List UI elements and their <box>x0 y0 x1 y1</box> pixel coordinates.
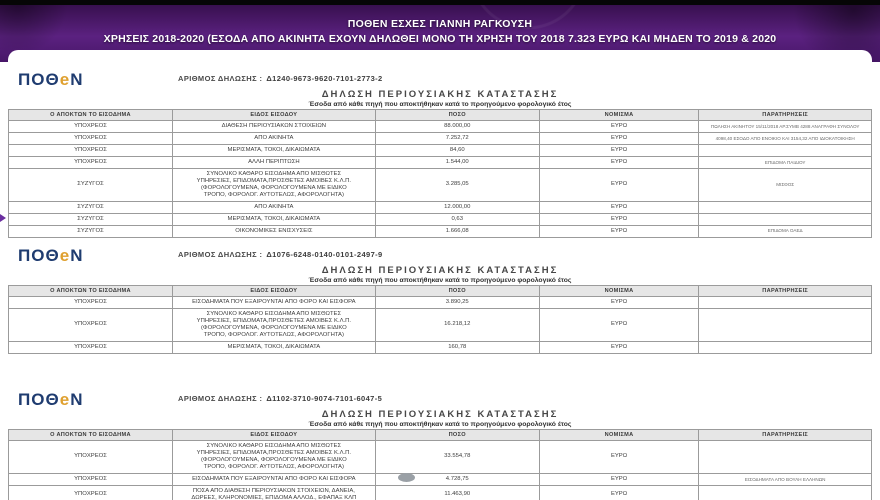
table-row <box>9 473 872 485</box>
column-header: ΠΟΣΟ <box>375 286 539 297</box>
table-cell: 7.252,72 <box>375 132 539 144</box>
table-cell: ΑΠΟ ΑΚΙΝΗΤΑ <box>172 132 375 144</box>
scroll-indicator-dot <box>398 473 415 482</box>
table-row <box>9 201 872 213</box>
table-cell: ΥΠΟΧΡΕΟΣ <box>9 156 173 168</box>
declaration-title: ΔΗΛΩΣΗ ΠΕΡΙΟΥΣΙΑΚΗΣ ΚΑΤΑΣΤΑΣΗΣ <box>321 265 559 276</box>
column-header: ΠΑΡΑΤΗΡΗΣΕΙΣ <box>699 286 872 297</box>
pothen-logo <box>18 246 83 266</box>
table-cell: 0,63 <box>375 213 539 225</box>
table-cell: ΜΕΡΙΣΜΑΤΑ, ΤΟΚΟΙ, ΔΙΚΑΙΩΜΑΤΑ <box>172 213 375 225</box>
table-cell: ΑΠΟ ΑΚΙΝΗΤΑ <box>172 201 375 213</box>
table-row <box>9 441 872 474</box>
column-header: ΝΟΜΙΣΜΑ <box>539 110 699 121</box>
table-cell <box>699 201 872 213</box>
table-cell: ΜΕΡΙΣΜΑΤΑ, ΤΟΚΟΙ, ΔΙΚΑΙΩΜΑΤΑ <box>172 341 375 353</box>
declaration-number-value: Δ1076-6248-0140-0101-2497-9 <box>266 250 383 259</box>
table-cell: ΠΟΣΑ ΑΠΟ ΔΙΑΘΕΣΗ ΠΕΡΙΟΥΣΙΑΚΩΝ ΣΤΟΙΧΕΙΩΝ, ΔΑΝΕΙΑ, ΔΩΡΕΕΣ, ΚΛΗΡΟΝΟΜΙΕΣ, ΕΠΙΔΟΜΑ ΑΛΛΟΔ., ΕΦΑΠΑΞ ΚΛΠ <box>172 485 375 500</box>
table-cell: ΕΙΣΟΔΗΜΑΤΑ ΠΟΥ ΕΞΑΙΡΟΥΝΤΑΙ ΑΠΟ ΦΟΡΟ ΚΑΙ ΕΙΣΦΟΡΑ <box>172 473 375 485</box>
logo-text-gold: e <box>59 70 71 89</box>
header-row <box>9 286 872 297</box>
table-cell: ΥΠΟΧΡΕΟΣ <box>9 132 173 144</box>
table-row <box>9 121 872 133</box>
table-cell: 4098,40 ΕΣΟΔΟ ΑΠΟ ΕΝΟΙΚΙΟ ΚΑΙ 3154,32 ΑΠΟ ΙΔΙΟΚΑΤΟΙΚΗΣΗ <box>699 132 872 144</box>
table-cell <box>699 441 872 474</box>
declaration-subtitle: Έσοδα από κάθε πηγή που αποκτήθηκαν κατά το προηγούμενο φορολογικό έτος <box>308 101 572 108</box>
table-cell: 16.218,12 <box>375 308 539 341</box>
income-table <box>8 285 872 354</box>
table-row <box>9 144 872 156</box>
column-header: ΕΙΔΟΣ ΕΙΣΟΔΟΥ <box>172 110 375 121</box>
column-header: Ο ΑΠΟΚΤΩΝ ΤΟ ΕΙΣΟΔΗΜΑ <box>9 430 173 441</box>
table-cell: 3.285,05 <box>375 168 539 201</box>
column-header: ΝΟΜΙΣΜΑ <box>539 430 699 441</box>
table-cell: ΕΥΡΩ <box>539 308 699 341</box>
table-cell: 4.728,75 <box>375 473 539 485</box>
table-cell: ΥΠΟΧΡΕΟΣ <box>9 144 173 156</box>
table-cell: ΕΠΙΔΟΜΑ ΟΑΕΔ <box>699 225 872 237</box>
logo-text-gold: e <box>59 246 71 265</box>
table-cell: ΣΥΖΥΓΟΣ <box>9 201 173 213</box>
table-cell: ΑΛΛΗ ΠΕΡΙΠΤΩΣΗ <box>172 156 375 168</box>
table-row <box>9 341 872 353</box>
declaration-number-label: ΑΡΙΘΜΟΣ ΔΗΛΩΣΗΣ : <box>178 250 263 259</box>
table-cell: ΥΠΟΧΡΕΟΣ <box>9 341 173 353</box>
table-cell: ΕΥΡΩ <box>539 441 699 474</box>
column-header: Ο ΑΠΟΚΤΩΝ ΤΟ ΕΙΣΟΔΗΜΑ <box>9 110 173 121</box>
declaration-subtitle: Έσοδα από κάθε πηγή που αποκτήθηκαν κατά το προηγούμενο φορολογικό έτος <box>308 421 572 428</box>
table-cell <box>699 341 872 353</box>
table-cell: ΕΥΡΩ <box>539 156 699 168</box>
logo-text-left: ΠΟΘ <box>18 390 60 409</box>
table-cell: ΕΥΡΩ <box>539 297 699 309</box>
banner-title: ΠΟΘΕΝ ΕΣΧΕΣ ΓΙΑΝΝΗ ΡΑΓΚΟΥΣΗ <box>347 18 533 30</box>
table-cell: ΕΥΡΩ <box>539 473 699 485</box>
table-cell: ΥΠΟΧΡΕΟΣ <box>9 297 173 309</box>
table-cell: 3.890,25 <box>375 297 539 309</box>
table-cell: ΣΥΖΥΓΟΣ <box>9 225 173 237</box>
table-cell <box>699 308 872 341</box>
table-cell: 88.000,00 <box>375 121 539 133</box>
table-cell: ΥΠΟΧΡΕΟΣ <box>9 473 173 485</box>
table-cell: ΣΥΖΥΓΟΣ <box>9 213 173 225</box>
logo-text-left: ΠΟΘ <box>18 70 60 89</box>
table-cell: ΣΥΖΥΓΟΣ <box>9 168 173 201</box>
table-cell: ΕΙΣΟΔΗΜΑΤΑ ΑΠΟ ΒΟΥΛΗ ΕΛΛΗΝΩΝ <box>699 473 872 485</box>
declaration-number-label: ΑΡΙΘΜΟΣ ΔΗΛΩΣΗΣ : <box>178 394 263 403</box>
table-cell: 160,78 <box>375 341 539 353</box>
column-header: ΕΙΔΟΣ ΕΙΣΟΔΟΥ <box>172 286 375 297</box>
table-cell: ΣΥΝΟΛΙΚΟ ΚΑΘΑΡΟ ΕΙΣΟΔΗΜΑ ΑΠΟ ΜΙΣΘΩΤΕΣ ΥΠΗΡΕΣΙΕΣ, ΕΠΙΔΟΜΑΤΑ,ΠΡΟΣΘΕΤΕΣ ΑΜΟΙΒΕΣ Κ.Λ.Π.(ΦΟΡΟΛΟΓΟΥΜΕΝΑ, ΦΟΡΟΛΟΓΟΥΜΕΝΑ ΜΕ ΕΙΔΙΚΟ ΤΡΟΠΟ, ΦΟΡΟΛΟΓ. ΑΥΤΟΤΕΛΩΣ, ΑΦΟΡΟΛΟΓΗΤΑ) <box>172 441 375 474</box>
logo-text-right: Ν <box>70 246 84 265</box>
table-cell: 1.666,08 <box>375 225 539 237</box>
table-cell: ΟΙΚΟΝΟΜΙΚΕΣ ΕΝΙΣΧΥΣΕΙΣ <box>172 225 375 237</box>
declaration-title: ΔΗΛΩΣΗ ΠΕΡΙΟΥΣΙΑΚΗΣ ΚΑΤΑΣΤΑΣΗΣ <box>321 89 559 100</box>
logo-text-left: ΠΟΘ <box>18 246 60 265</box>
table-cell: ΕΥΡΩ <box>539 201 699 213</box>
table-row <box>9 213 872 225</box>
table-cell: ΕΙΣΟΔΗΜΑΤΑ ΠΟΥ ΕΞΑΙΡΟΥΝΤΑΙ ΑΠΟ ΦΟΡΟ ΚΑΙ ΕΙΣΦΟΡΑ <box>172 297 375 309</box>
declaration-number-label: ΑΡΙΘΜΟΣ ΔΗΛΩΣΗΣ : <box>178 74 263 83</box>
table-cell: ΕΥΡΩ <box>539 341 699 353</box>
pothen-logo <box>18 390 83 410</box>
logo-text-right: Ν <box>70 390 84 409</box>
logo-text-gold: e <box>59 390 71 409</box>
header-row <box>9 110 872 121</box>
declaration-number-value: Δ1240-9673-9620-7101-2773-2 <box>266 74 383 83</box>
table-cell: ΠΩΛΗΣΗ ΑΚΙΝΗΤΟΥ 15/11/2018 ΑΡ.ΣΥΜΒ 4288 ΑΝΑΓΡΑΦΗ ΣΥΝΟΛΟΥ <box>699 121 872 133</box>
table-cell: 12.000,00 <box>375 201 539 213</box>
table-cell: ΕΥΡΩ <box>539 144 699 156</box>
table-row <box>9 297 872 309</box>
table-row <box>9 485 872 500</box>
column-header: ΕΙΔΟΣ ΕΙΣΟΔΟΥ <box>172 430 375 441</box>
table-cell: ΣΥΝΟΛΙΚΟ ΚΑΘΑΡΟ ΕΙΣΟΔΗΜΑ ΑΠΟ ΜΙΣΘΩΤΕΣ ΥΠΗΡΕΣΙΕΣ, ΕΠΙΔΟΜΑΤΑ,ΠΡΟΣΘΕΤΕΣ ΑΜΟΙΒΕΣ Κ.Λ.Π.(ΦΟΡΟΛΟΓΟΥΜΕΝΑ, ΦΟΡΟΛΟΓΟΥΜΕΝΑ ΜΕ ΕΙΔΙΚΟ ΤΡΟΠΟ, ΦΟΡΟΛΟΓ. ΑΥΤΟΤΕΛΩΣ, ΑΦΟΡΟΛΟΓΗΤΑ) <box>172 168 375 201</box>
logo-text-right: Ν <box>70 70 84 89</box>
column-header: ΝΟΜΙΣΜΑ <box>539 286 699 297</box>
table-row <box>9 132 872 144</box>
table-cell: ΥΠΟΧΡΕΟΣ <box>9 485 173 500</box>
declaration-subtitle: Έσοδα από κάθε πηγή που αποκτήθηκαν κατά το προηγούμενο φορολογικό έτος <box>308 277 572 284</box>
table-cell <box>699 144 872 156</box>
cursor-artifact <box>0 214 6 222</box>
column-header: ΠΑΡΑΤΗΡΗΣΕΙΣ <box>699 430 872 441</box>
income-table <box>8 429 872 500</box>
document-card <box>8 50 872 500</box>
banner-subtitle: ΧΡΗΣΕΙΣ 2018-2020 (ΕΣΟΔΑ ΑΠΟ ΑΚΙΝΗΤΑ ΕΧΟΥΝ ΔΗΛΩΘΕΙ ΜΟΝΟ ΤΗ ΧΡΗΣΗ ΤΟΥ 2018 7.323 ΕΥΡΩ ΚΑΙ ΜΗΔΕΝ ΤΟ 2019 & 2020 <box>103 33 777 45</box>
declaration-number-line <box>178 250 383 259</box>
table-cell: ΜΕΡΙΣΜΑΤΑ, ΤΟΚΟΙ, ΔΙΚΑΙΩΜΑΤΑ <box>172 144 375 156</box>
column-header: ΠΟΣΟ <box>375 110 539 121</box>
table-row <box>9 308 872 341</box>
table-cell: 84,60 <box>375 144 539 156</box>
table-cell: ΣΥΝΟΛΙΚΟ ΚΑΘΑΡΟ ΕΙΣΟΔΗΜΑ ΑΠΟ ΜΙΣΘΩΤΕΣ ΥΠΗΡΕΣΙΕΣ, ΕΠΙΔΟΜΑΤΑ,ΠΡΟΣΘΕΤΕΣ ΑΜΟΙΒΕΣ Κ.Λ.Π.(ΦΟΡΟΛΟΓΟΥΜΕΝΑ, ΦΟΡΟΛΟΓΟΥΜΕΝΑ ΜΕ ΕΙΔΙΚΟ ΤΡΟΠΟ, ΦΟΡΟΛΟΓ. ΑΥΤΟΤΕΛΩΣ, ΑΦΟΡΟΛΟΓΗΤΑ) <box>172 308 375 341</box>
table-cell: 11.463,90 <box>375 485 539 500</box>
table-cell: 1.544,00 <box>375 156 539 168</box>
table-cell: ΕΥΡΩ <box>539 132 699 144</box>
table-cell <box>699 297 872 309</box>
column-header: ΠΑΡΑΤΗΡΗΣΕΙΣ <box>699 110 872 121</box>
pothen-logo <box>18 70 83 90</box>
column-header: Ο ΑΠΟΚΤΩΝ ΤΟ ΕΙΣΟΔΗΜΑ <box>9 286 173 297</box>
table-row <box>9 225 872 237</box>
table-row <box>9 168 872 201</box>
table-cell: ΜΙΣΘΟΣ <box>699 168 872 201</box>
table-cell: ΔΙΑΘΕΣΗ ΠΕΡΙΟΥΣΙΑΚΩΝ ΣΤΟΙΧΕΙΩΝ <box>172 121 375 133</box>
table-cell: ΕΥΡΩ <box>539 485 699 500</box>
table-cell <box>699 485 872 500</box>
table-cell: ΥΠΟΧΡΕΟΣ <box>9 441 173 474</box>
table-cell: 33.554,78 <box>375 441 539 474</box>
table-cell <box>699 213 872 225</box>
table-cell: ΕΥΡΩ <box>539 168 699 201</box>
table-cell: ΕΥΡΩ <box>539 121 699 133</box>
table-cell: ΥΠΟΧΡΕΟΣ <box>9 121 173 133</box>
header-row <box>9 430 872 441</box>
table-cell: ΕΠΙΔΟΜΑ ΠΑΙΔΙΟΥ <box>699 156 872 168</box>
declaration-number-value: Δ1102-3710-9074-7101-6047-5 <box>266 394 383 403</box>
table-cell: ΕΥΡΩ <box>539 225 699 237</box>
declaration-number-line <box>178 74 383 83</box>
column-header: ΠΟΣΟ <box>375 430 539 441</box>
table-cell: ΕΥΡΩ <box>539 213 699 225</box>
table-cell: ΥΠΟΧΡΕΟΣ <box>9 308 173 341</box>
table-row <box>9 156 872 168</box>
income-table <box>8 109 872 238</box>
declaration-number-line <box>178 394 382 403</box>
declaration-title: ΔΗΛΩΣΗ ΠΕΡΙΟΥΣΙΑΚΗΣ ΚΑΤΑΣΤΑΣΗΣ <box>321 409 559 420</box>
